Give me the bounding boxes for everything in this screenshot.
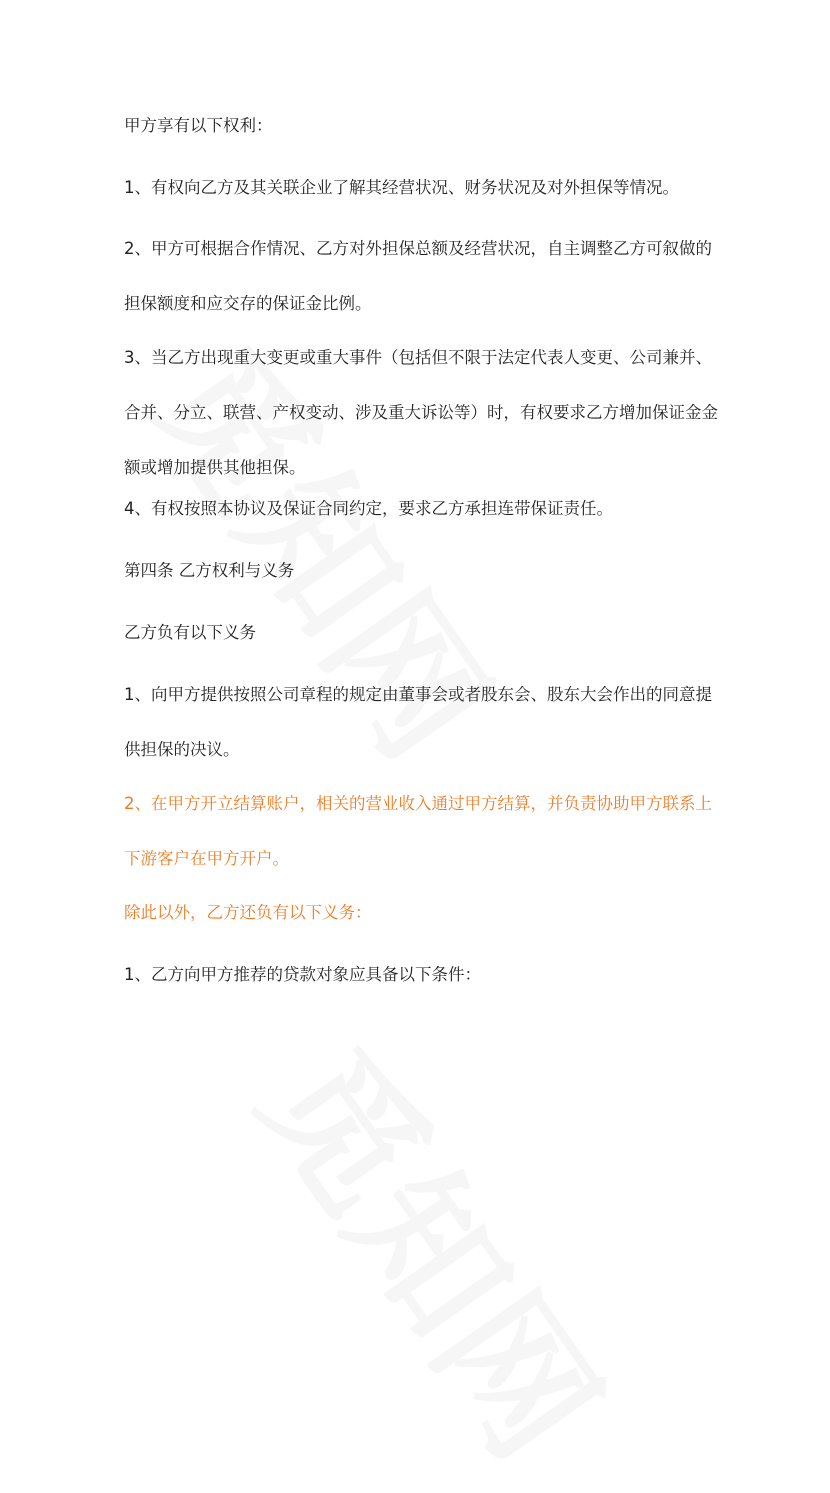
paragraph-party-b-obligations-heading: 乙方负有以下义务: [124, 623, 256, 642]
paragraph-loan-conditions: 1、乙方向甲方推荐的贷款对象应具备以下条件：: [124, 965, 481, 984]
paragraph-party-a-right-3: 3、当乙方出现重大变更或重大事件（包括但不限于法定代表人变更、公司兼并、合并、分立、联营、产权变动、涉及重大诉讼等）时，有权要求乙方增加保证金金额或增加提供其他担保。: [124, 348, 718, 477]
paragraph-party-a-right-2: 2、甲方可根据合作情况、乙方对外担保总额及经营状况，自主调整乙方可叙做的担保额度和应交存的保证金比例。: [124, 239, 712, 313]
section-heading-article-4: 第四条 乙方权利与义务: [124, 561, 295, 580]
paragraph-party-a-right-4: 4、有权按照本协议及保证合同约定，要求乙方承担连带保证责任。: [124, 499, 613, 518]
paragraph-party-b-obligation-2-highlight: 2、在甲方开立结算账户，相关的营业收入通过甲方结算，并负责协助甲方联系上下游客户在甲方开户。: [124, 794, 712, 868]
paragraph-party-a-rights-heading: 甲方享有以下权利：: [124, 116, 273, 135]
paragraph-party-b-obligation-1: 1、向甲方提供按照公司章程的规定由董事会或者股东会、股东大会作出的同意提供担保的决议。: [124, 685, 712, 759]
watermark: [223, 1000, 658, 1493]
paragraph-additional-obligations-highlight: 除此以外，乙方还负有以下义务：: [124, 903, 372, 922]
paragraph-party-a-right-1: 1、有权向乙方及其关联企业了解其经营状况、财务状况及对外担保等情况。: [124, 178, 679, 197]
